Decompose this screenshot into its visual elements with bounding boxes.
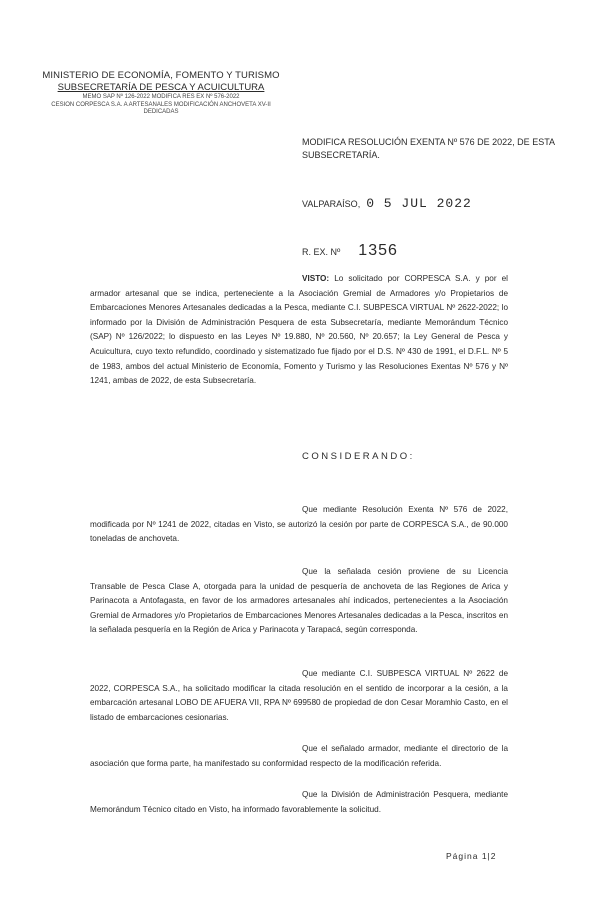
rex-label: R. EX. Nº <box>302 247 341 257</box>
resolution-reference: MODIFICA RESOLUCIÓN EXENTA Nº 576 DE 2022, DE ESTA SUBSECRETARÍA. <box>302 137 555 160</box>
paragraph-text: mediante Memorándum Técnico citado en Visto, ha informado favorablemente la solicitud. <box>90 790 508 814</box>
paragraph-text: 2022, CORPESCA S.A., ha solicitado modificar la citada resolución en el sentido de incorporar a la cesión, a la embarcación artesanal LOBO DE AFUERA VII, RPA Nº 699580 de propiedad de don Cesar Moramhio Casto, en el listado de embarcaciones cesionarias. <box>90 683 508 722</box>
paragraph-text: la asociación que forma parte, ha manifestado su conformidad respecto de la modificación referida. <box>90 744 509 768</box>
cesion-ref: CESION CORPESCA S.A. A ARTESANALES MODIFICACIÓN ANCHOVETA XV-II <box>51 101 271 108</box>
considerando-paragraph-1 <box>90 503 508 547</box>
subsecretaria-name: SUBSECRETARÍA DE PESCA Y ACUICULTURA <box>57 82 265 93</box>
considerando-paragraph-3 <box>90 667 508 725</box>
date-line <box>302 196 472 211</box>
letterhead <box>36 70 286 117</box>
visto-label: VISTO: <box>302 274 330 283</box>
paragraph-text: modificada por Nº 1241 de 2022, citadas en Visto, se autorizó la cesión por parte de CORPESCA S.A., de 90.000 toneladas de anchoveta. <box>90 519 508 544</box>
visto-text: Lo solicitado por CORPESCA S.A. y por el armador artesanal que se indica, perteneciente a la Asociación Gremial de Armadores y/o Propietarios de Embarcaciones Menores Artesanales dedicadas a la Pesca, mediante C.I. SUBPESCA VIRTUAL Nº 2622-2022; lo informado por la División de Administración Pesquera de esta Subsecretaría, mediante Memorándum Técnico (SAP) Nº 126/2022; lo dispuesto en las Leyes Nº 19.880, Nº 20.560, Nº 20.657; la Ley General de Pesca y Acuicultura, cuyo texto refundido, coordinado y sistematizado fue fijado por el D.S. Nº 430 de 1991, el D.F.L. Nº 5 de 1983, ambos del actual Ministerio de Economía, Fomento y Turismo y las Resoluciones Exentas Nº 576 y Nº 1241, ambas de 2022, de esta Subsecretaría. <box>90 274 508 386</box>
rex-number: 1356 <box>358 242 398 259</box>
dedicadas-ref: DEDICADAS <box>143 109 179 115</box>
ministry-name: MINISTERIO DE ECONOMÍA, FOMENTO Y TURISMO <box>42 70 280 81</box>
considerando-paragraph-5 <box>90 788 508 817</box>
paragraph-lead: Que mediante C.I. SUBPESCA VIRTUAL Nº 2622 de <box>302 669 508 678</box>
visto-paragraph <box>90 272 508 389</box>
considerando-heading: CONSIDERANDO: <box>302 451 415 462</box>
paragraph-lead: Que la División de Administración Pesquera, <box>302 790 471 799</box>
memo-ref: MEMO SAP Nº 126-2022 MODIFICA RES EX Nº 576-2022 <box>82 94 240 100</box>
paragraph-lead: Que mediante Resolución Exenta Nº 576 de 2022, <box>302 505 508 514</box>
resolution-number-line <box>302 242 398 260</box>
date-stamp: 0 5 JUL 2022 <box>366 196 472 211</box>
paragraph-lead: Que el señalado armador, mediante el directorio de <box>302 744 498 753</box>
page-number: Página 1|2 <box>446 851 497 861</box>
date-place: VALPARAÍSO, <box>302 199 361 209</box>
paragraph-lead: Que la señalada cesión proviene de su Licencia <box>302 567 508 576</box>
paragraph-text: Transable de Pesca Clase A, otorgada para la unidad de pesquería de anchoveta de las Regiones de Arica y Parinacota a Antofagasta, en favor de los armadores artesanales ahí indicados, pertenecientes a la Asociación Gremial de Armadores y/o Propietarios de Embarcaciones Menores Artesanales dedicadas a la Pesca, inscritos en la señalada pesquería en la Región de Arica y Parinacota y Tarapacá, según corresponda. <box>90 581 508 635</box>
considerando-paragraph-4 <box>90 742 508 771</box>
considerando-paragraph-2 <box>90 565 508 638</box>
